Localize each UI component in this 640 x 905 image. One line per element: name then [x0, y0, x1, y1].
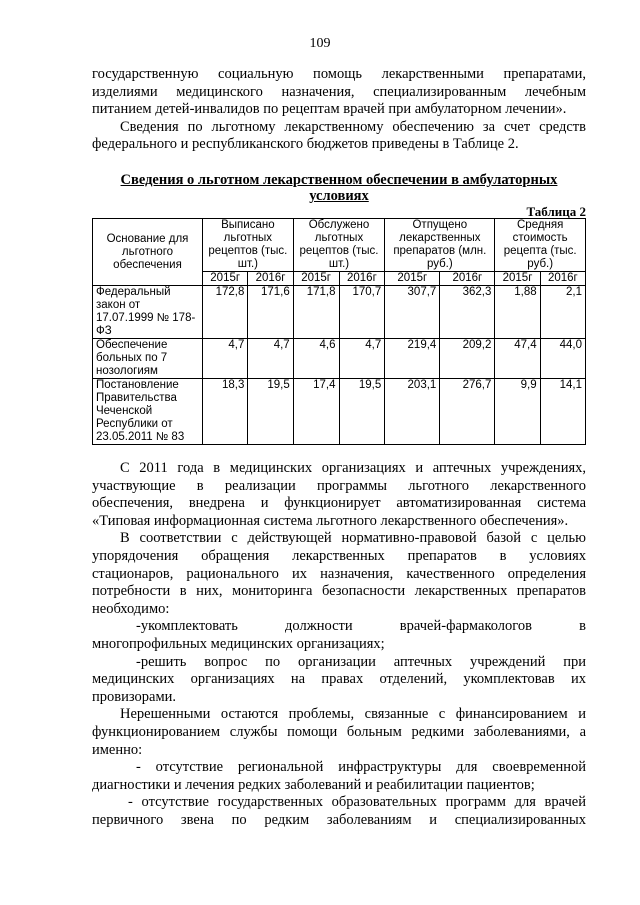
text-line: многопрофильных медицинских организациях; — [92, 635, 385, 652]
table-cell: 4,6 — [293, 339, 339, 379]
column-header-basis: Основание для льготного обеспечения — [93, 219, 203, 286]
table-cell: 4,7 — [339, 339, 385, 379]
table-cell: 44,0 — [540, 339, 585, 379]
table-cell: 1,88 — [495, 286, 540, 339]
text-line: Нерешенными остаются проблемы, связанные с финансированием и — [120, 706, 586, 723]
year-header: 2015г — [293, 272, 339, 286]
table-caption: Таблица 2 — [526, 204, 586, 219]
table-title: Сведения о льготном лекарственном обеспечении в амбулаторных условиях — [120, 172, 558, 204]
text-line: обеспечения, внедрена и функционирует автоматизированная система — [92, 495, 586, 512]
year-header: 2015г — [495, 272, 540, 286]
text-line: стационаров, рационального их назначения, качественного определения — [92, 565, 586, 582]
text-line: медицинских организациях на правах отделений, укомплектовав их — [92, 671, 586, 688]
table-cell: 203,1 — [385, 379, 440, 445]
table-cell: 171,6 — [248, 286, 293, 339]
table-row — [93, 286, 586, 339]
text-line: изделиями медицинского назначения, специализированным лечебным — [92, 83, 586, 100]
table-cell: 209,2 — [440, 339, 495, 379]
text-line: функционированием службы помощи больным редкими заболеваниями, а — [92, 723, 586, 740]
table-row — [93, 339, 586, 379]
table-cell: 18,3 — [203, 379, 248, 445]
table-cell: 276,7 — [440, 379, 495, 445]
column-group-header: Отпущено лекарственных препаратов (млн. руб.) — [385, 219, 495, 272]
table-cell: 9,9 — [495, 379, 540, 445]
table-row — [93, 379, 586, 445]
table-cell: 4,7 — [203, 339, 248, 379]
year-header: 2016г — [248, 272, 293, 286]
table-cell: 362,3 — [440, 286, 495, 339]
text-line: диагностики и лечения редких заболеваний и реабилитации пациентов; — [92, 776, 535, 793]
table-cell: 219,4 — [385, 339, 440, 379]
year-header: 2016г — [540, 272, 585, 286]
row-label: Обеспечение больных по 7 нозологиям — [93, 339, 203, 379]
table-header-row — [93, 219, 586, 272]
text-line: «Типовая информационная система льготного лекарственного обеспечения». — [92, 512, 569, 529]
text-line: необходимо: — [92, 600, 170, 617]
text-line: В соответствии с действующей нормативно-правовой базой с целью — [120, 530, 586, 547]
text-line: - отсутствие государственных образовательных программ для врачей — [128, 794, 586, 811]
table-cell: 172,8 — [203, 286, 248, 339]
text-line: потребности в них, мониторинга безопасности лекарственных препаратов — [92, 583, 586, 600]
text-line: первичного звена по редким заболеваниям и специализированных — [92, 811, 586, 828]
text-line: - отсутствие региональной инфраструктуры для своевременной — [136, 759, 586, 776]
table-cell: 4,7 — [248, 339, 293, 379]
row-label: Постановление Правительства Чеченской Республики от 23.05.2011 № 83 — [93, 379, 203, 445]
table-cell: 14,1 — [540, 379, 585, 445]
intro-paragraph — [92, 66, 586, 154]
text-line: -укомплектовать должности врачей-фармакологов в — [136, 618, 586, 635]
column-group-header: Средняя стоимость рецепта (тыс. руб.) — [495, 219, 586, 272]
text-line: Сведения по льготному лекарственному обеспечению за счет средств — [120, 118, 586, 135]
table-cell: 47,4 — [495, 339, 540, 379]
page-number: 109 — [309, 36, 331, 51]
table-cell: 307,7 — [385, 286, 440, 339]
year-header: 2016г — [339, 272, 385, 286]
table-cell: 17,4 — [293, 379, 339, 445]
text-line: федерального и республиканского бюджетов приведены в Таблице 2. — [92, 136, 519, 153]
table-cell: 19,5 — [339, 379, 385, 445]
year-header: 2016г — [440, 272, 495, 286]
table-cell: 171,8 — [293, 286, 339, 339]
text-line: упорядочения обращения лекарственных препаратов в условиях — [92, 547, 586, 564]
benefits-table — [92, 218, 586, 445]
body-text — [92, 460, 586, 829]
year-header: 2015г — [203, 272, 248, 286]
text-line: государственную социальную помощь лекарственными препаратами, — [92, 66, 586, 82]
text-line: С 2011 года в медицинских организациях и аптечных учреждениях, — [120, 460, 586, 476]
column-group-header: Выписано льготных рецептов (тыс. шт.) — [203, 219, 294, 272]
row-label: Федеральный закон от 17.07.1999 № 178-ФЗ — [93, 286, 203, 339]
text-line: питанием детей-инвалидов по рецептам врачей при амбулаторном лечении». — [92, 101, 567, 118]
text-line: именно: — [92, 741, 143, 758]
text-line: -решить вопрос по организации аптечных учреждений при — [136, 653, 586, 670]
table-cell: 19,5 — [248, 379, 293, 445]
column-group-header: Обслужено льготных рецептов (тыс. шт.) — [293, 219, 385, 272]
text-line: провизорами. — [92, 688, 177, 705]
text-line: участвующие в реализации программы льготного лекарственного — [92, 477, 586, 494]
year-header: 2015г — [385, 272, 440, 286]
table-cell: 2,1 — [540, 286, 585, 339]
table-cell: 170,7 — [339, 286, 385, 339]
